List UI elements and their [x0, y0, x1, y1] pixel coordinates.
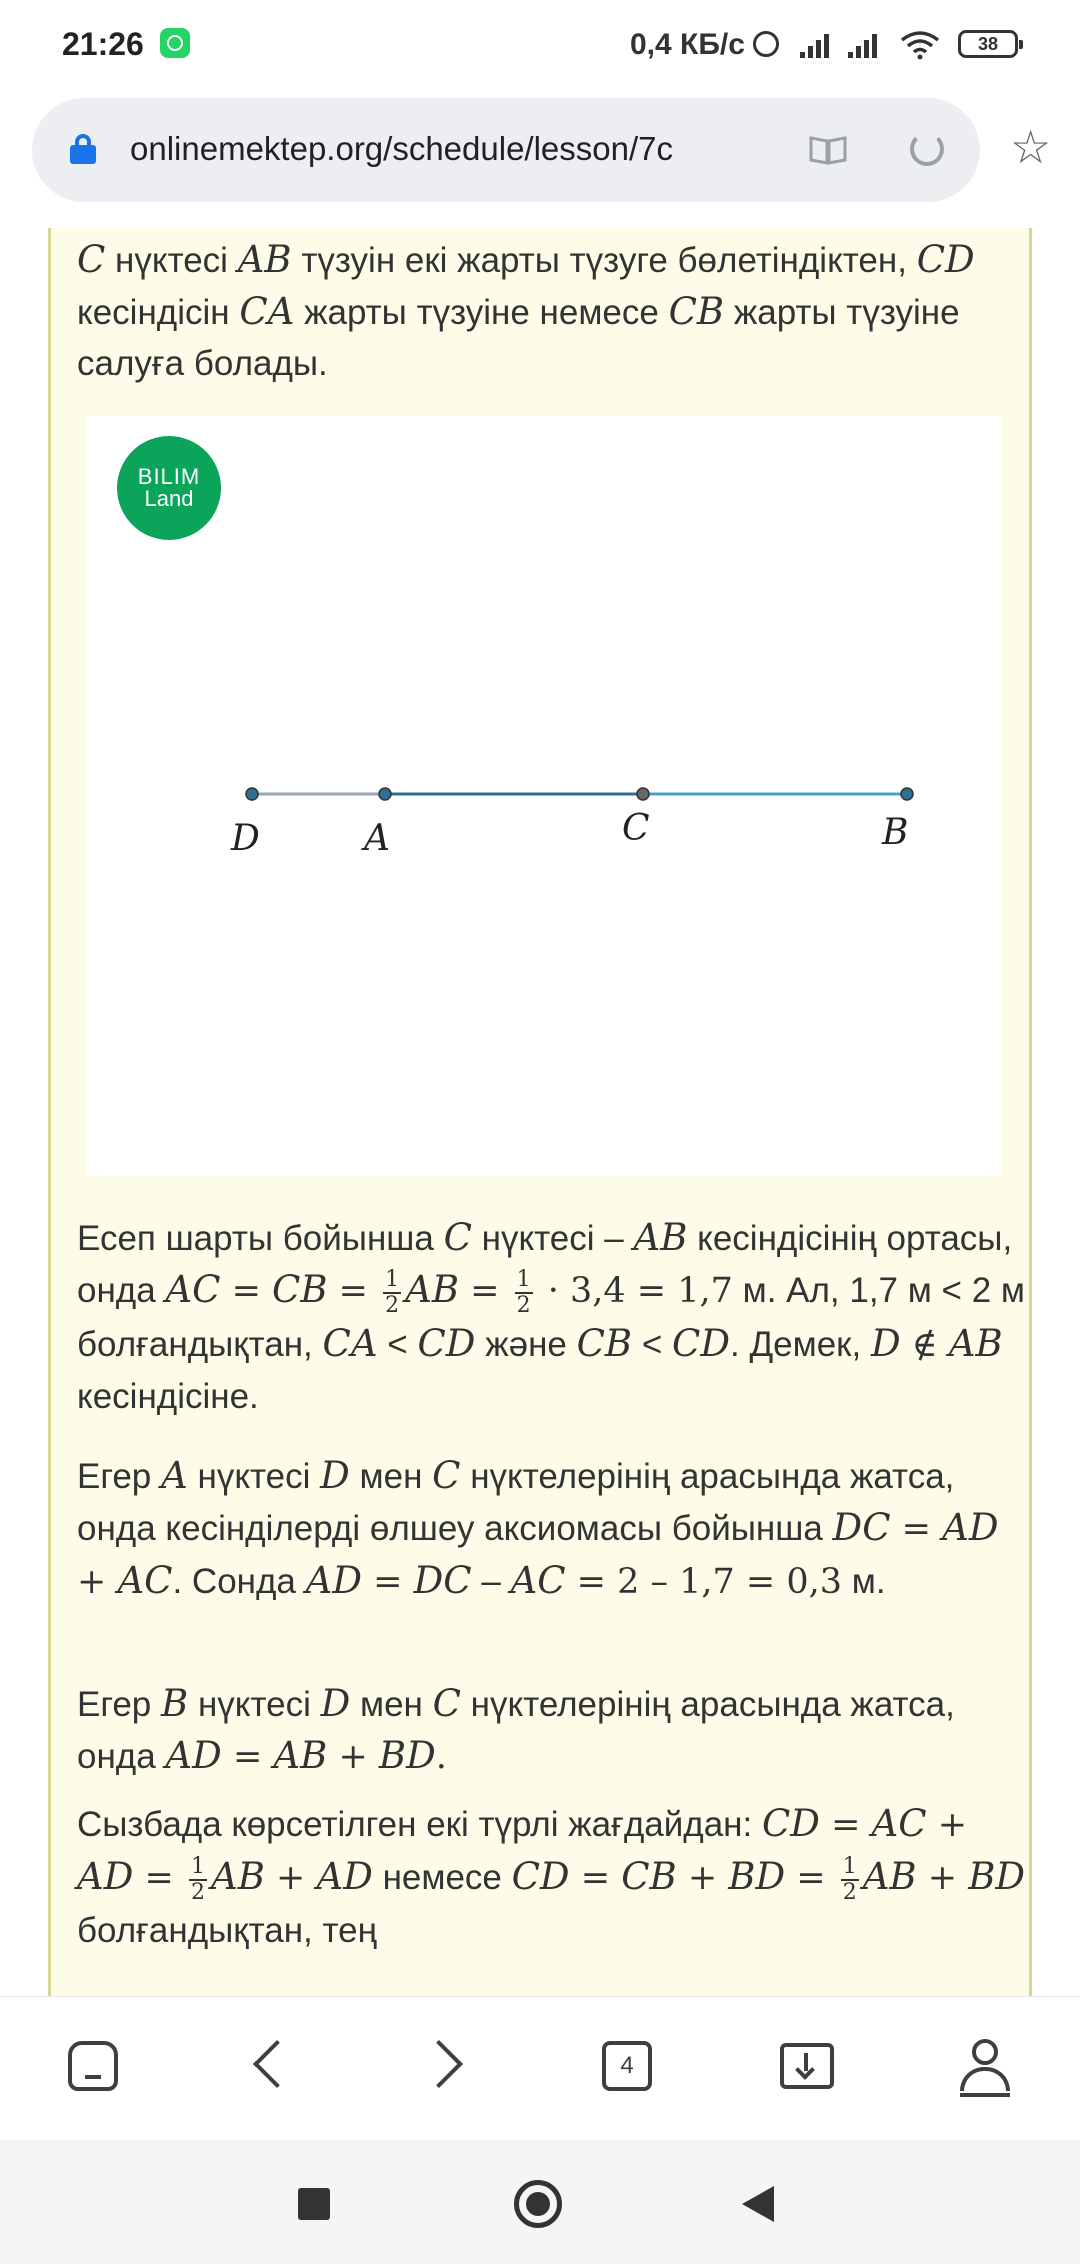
bilimland-logo: BILIM Land [117, 436, 221, 540]
forward-button[interactable] [410, 2033, 480, 2103]
tabs-button[interactable] [592, 2033, 662, 2103]
system-nav-bar [0, 2140, 1080, 2264]
paragraph: Егер B нүктесі D мен C нүктелерінің арасында жатса, онда AD = AB + BD. [77, 1682, 955, 1777]
browser-toolbar [0, 1996, 1080, 2141]
point-c [637, 788, 649, 800]
home-button[interactable] [58, 2033, 128, 2103]
label-d: D [231, 818, 260, 859]
status-bar [0, 0, 1080, 92]
home-nav-button[interactable] [514, 2180, 562, 2228]
forward-icon [415, 2040, 463, 2088]
back-nav-button[interactable] [742, 2186, 774, 2222]
wifi-icon [900, 30, 940, 60]
back-button[interactable] [232, 2033, 302, 2103]
reader-mode-icon[interactable] [808, 134, 848, 166]
downloads-icon [780, 2043, 834, 2089]
point-a [379, 788, 391, 800]
whatsapp-icon [160, 28, 190, 58]
paragraph: C нүктесі AB түзуін екі жарты түзуге бөлетіндіктен, CD кесіндісін CA жарты түзуіне немесе CB жарты түзуіне салуға болады. [77, 238, 975, 383]
account-button[interactable] [950, 2033, 1020, 2103]
status-time: 21:26 [62, 26, 144, 62]
paragraph: Есеп шарты бойынша C нүктесі – AB кесіндісінің ортасы, онда AC = CB = $\frac{1}{2}$ AB = $\frac{1}{2}$ · 3,4 = 1,7 м. Ал, 1,7 м < 2 м болғандықтан, CA < CD және CB < CD. Демек, D ∉ AB кесіндісіне. [77, 1216, 1025, 1416]
point-d [246, 788, 258, 800]
lesson-content [48, 228, 1032, 1998]
reload-icon[interactable] [910, 132, 944, 166]
home-icon [68, 2041, 118, 2091]
recents-button[interactable] [298, 2188, 330, 2220]
downloads-button[interactable] [772, 2033, 842, 2103]
label-b: B [882, 812, 909, 853]
segment-diagram [87, 416, 1001, 1176]
signal-icon [848, 32, 884, 58]
url-text[interactable]: onlinemektep.org/schedule/lesson/7c [130, 130, 674, 167]
segment-lines [87, 416, 1001, 1176]
bookmark-star-icon[interactable]: ☆ [1010, 121, 1052, 173]
back-icon [253, 2040, 301, 2088]
label-c: C [622, 808, 650, 849]
network-speed: 0,4 КБ/с [630, 28, 745, 61]
lock-icon[interactable] [70, 134, 96, 164]
battery-icon: 38 [958, 30, 1018, 58]
paragraph: Сызбада көрсетілген екі түрлі жағдайдан: CD = AC + AD = $\frac{1}{2}$ AB + AD немесе CD = CB + BD = $\frac{1}{2}$ AB + BD болғандықтан, тең [77, 1802, 1026, 1950]
alarm-icon [753, 31, 779, 57]
paragraph: Егер A нүктесі D мен C нүктелерінің арасында жатса, онда кесінділерді өлшеу аксиомасы бойынша DC = AD + AC. Сонда AD = DC – AC = 2 – 1,7 = 0,3 м. [77, 1454, 999, 1602]
point-b [901, 788, 913, 800]
label-a: A [364, 818, 390, 859]
tabs-icon: 4 [602, 2041, 652, 2091]
signal-icon [800, 32, 836, 58]
